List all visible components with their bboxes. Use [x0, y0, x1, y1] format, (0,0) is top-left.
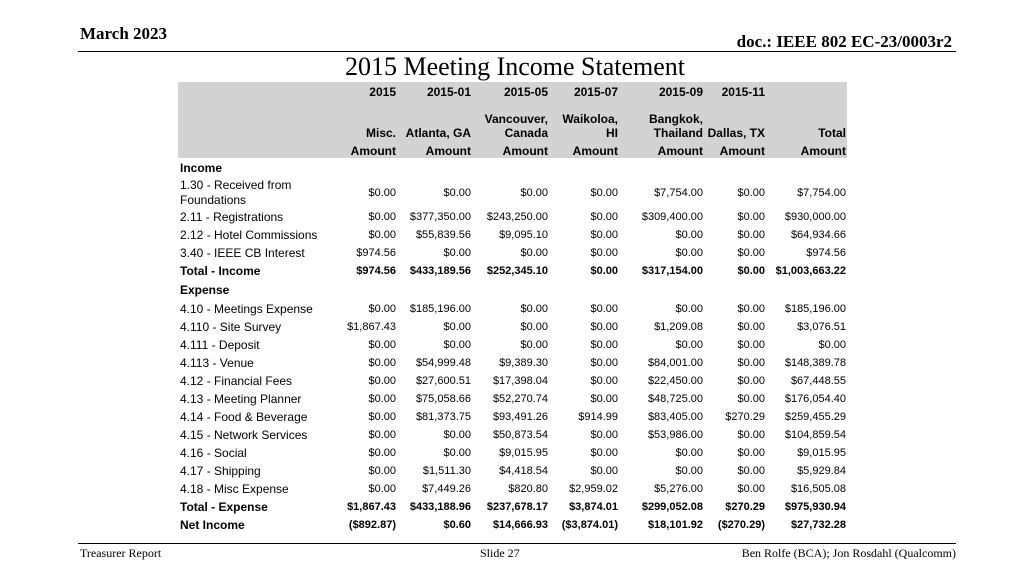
amount-cell: $0.00	[675, 447, 703, 459]
amount-cell: $5,276.00	[654, 483, 703, 495]
amount-cell: $0.00	[520, 187, 548, 199]
amount-cell: $0.00	[675, 303, 703, 315]
header-corner	[178, 140, 338, 158]
amount-cell: $81,373.75	[415, 411, 471, 423]
slide-title: 2015 Meeting Income Statement	[344, 52, 686, 81]
amount-cell: $22,450.00	[647, 375, 703, 387]
amount-cell: $0.00	[675, 339, 703, 351]
amount-cell: $0.00	[443, 321, 471, 333]
section-expense	[178, 280, 847, 300]
section-label: Expense	[180, 283, 230, 297]
amount-cell: $0.00	[368, 187, 396, 199]
amount-cell: $0.00	[737, 429, 765, 441]
row-label: 4.10 - Meetings Expense	[180, 302, 313, 316]
amount-cell: $0.00	[520, 339, 548, 351]
amount-cell: $0.00	[443, 447, 471, 459]
amount-cell: $0.00	[368, 465, 396, 477]
column-location: Dallas, TX	[707, 126, 765, 140]
table-row	[178, 408, 847, 426]
header-doc-id: doc.: IEEE 802 EC-23/0003r2	[736, 32, 952, 51]
footer-left: Treasurer Report	[80, 546, 162, 560]
table-row	[178, 372, 847, 390]
amount-cell: $1,867.43	[347, 321, 396, 333]
total-cell: $0.60	[443, 519, 471, 531]
amount-cell: $0.00	[368, 303, 396, 315]
amount-cell: $27,600.51	[415, 375, 471, 387]
column-location: Bangkok, Thailand	[648, 112, 703, 140]
header-row-year	[178, 82, 847, 102]
amount-cell: $7,754.00	[797, 187, 846, 199]
total-cell: $433,188.96	[409, 501, 471, 513]
total-cell: $0.00	[590, 265, 618, 277]
amount-cell: $974.56	[356, 247, 396, 259]
empty-cell	[472, 158, 549, 178]
amount-cell: $9,015.95	[499, 447, 548, 459]
income-statement-table	[178, 82, 847, 534]
empty-cell	[766, 280, 847, 300]
amount-cell: $0.00	[368, 429, 396, 441]
row-label: 4.17 - Shipping	[180, 464, 261, 478]
amount-cell: $974.56	[806, 247, 846, 259]
amount-cell: $1,511.30	[422, 465, 471, 477]
column-amount-label: Amount	[350, 144, 396, 158]
total-cell: $974.56	[356, 265, 396, 277]
column-year: 2015-01	[426, 85, 471, 99]
empty-cell	[338, 158, 397, 178]
amount-cell: $270.29	[725, 411, 765, 423]
amount-cell: $0.00	[675, 465, 703, 477]
header-row-amount	[178, 140, 847, 158]
amount-cell: $9,389.30	[499, 357, 548, 369]
row-label: 3.40 - IEEE CB Interest	[180, 246, 305, 260]
table-row	[178, 336, 847, 354]
row-label: 4.110 - Site Survey	[180, 320, 282, 334]
header-corner	[178, 82, 338, 102]
amount-cell: $7,754.00	[654, 187, 703, 199]
amount-cell: $0.00	[737, 375, 765, 387]
amount-cell: $0.00	[590, 375, 618, 387]
amount-cell: $914.99	[578, 411, 618, 423]
total-cell: $975,930.94	[784, 501, 846, 513]
amount-cell: $0.00	[590, 393, 618, 405]
amount-cell: $0.00	[520, 303, 548, 315]
empty-cell	[766, 158, 847, 178]
amount-cell: $0.00	[737, 393, 765, 405]
amount-cell: $75,058.66	[415, 393, 471, 405]
section-income	[178, 158, 847, 178]
total-cell: $0.00	[737, 265, 765, 277]
amount-cell: $0.00	[443, 429, 471, 441]
empty-cell	[704, 280, 766, 300]
amount-cell: $185,196.00	[409, 303, 471, 315]
total-cell: $1,003,663.22	[775, 265, 846, 277]
amount-cell: $0.00	[590, 429, 618, 441]
total-cell: ($270.29)	[717, 519, 765, 531]
amount-cell: $309,400.00	[641, 211, 703, 223]
column-location: Misc.	[365, 126, 396, 140]
column-location: Total	[818, 126, 846, 140]
amount-cell: $0.00	[368, 411, 396, 423]
amount-cell: $0.00	[737, 303, 765, 315]
table-row	[178, 390, 847, 408]
empty-cell	[472, 280, 549, 300]
column-year: 2015-09	[658, 85, 703, 99]
amount-cell: $0.00	[675, 229, 703, 241]
table-row	[178, 244, 847, 262]
amount-cell: $0.00	[737, 465, 765, 477]
row-label: 4.13 - Meeting Planner	[180, 392, 302, 406]
amount-cell: $0.00	[737, 211, 765, 223]
table-row	[178, 444, 847, 462]
amount-cell: $0.00	[737, 447, 765, 459]
amount-cell: $0.00	[590, 357, 618, 369]
table-row	[178, 300, 847, 318]
total-cell: ($3,874.01)	[561, 519, 618, 531]
footer-slide-number: Slide 27	[480, 546, 520, 560]
total-cell: $252,345.10	[486, 265, 548, 277]
column-year: 2015-11	[721, 85, 765, 99]
row-label: 4.18 - Misc Expense	[180, 482, 289, 496]
amount-cell: $0.00	[737, 229, 765, 241]
amount-cell: $185,196.00	[784, 303, 846, 315]
amount-cell: $53,986.00	[647, 429, 703, 441]
row-label: Total - Expense	[180, 500, 268, 514]
table-row	[178, 208, 847, 226]
amount-cell: $104,859.54	[784, 429, 846, 441]
total-cell: $433,189.56	[409, 265, 471, 277]
amount-cell: $84,001.00	[647, 357, 703, 369]
amount-cell: $0.00	[818, 339, 846, 351]
table-row	[178, 178, 847, 208]
amount-cell: $0.00	[675, 247, 703, 259]
amount-cell: $17,398.04	[492, 375, 548, 387]
column-year: 2015-05	[503, 85, 548, 99]
amount-cell: $0.00	[368, 393, 396, 405]
row-label: 4.111 - Deposit	[180, 338, 260, 352]
amount-cell: $0.00	[737, 187, 765, 199]
amount-cell: $0.00	[590, 339, 618, 351]
amount-cell: $377,350.00	[409, 211, 471, 223]
amount-cell: $930,000.00	[784, 211, 846, 223]
total-expense-row	[178, 498, 847, 516]
table-row	[178, 480, 847, 498]
column-location: Atlanta, GA	[405, 126, 471, 140]
column-amount-label: Amount	[800, 144, 846, 158]
amount-cell: $0.00	[368, 447, 396, 459]
total-income-row	[178, 262, 847, 280]
amount-cell: $0.00	[590, 465, 618, 477]
column-amount-label: Amount	[502, 144, 548, 158]
amount-cell: $259,455.29	[784, 411, 846, 423]
row-label: 1.30 - Received from Foundations	[180, 178, 292, 207]
column-year: 2015	[369, 85, 396, 99]
amount-cell: $2,959.02	[569, 483, 618, 495]
amount-cell: $16,505.08	[790, 483, 846, 495]
amount-cell: $0.00	[368, 357, 396, 369]
amount-cell: $93,491.26	[492, 411, 548, 423]
row-label: 4.12 - Financial Fees	[180, 374, 293, 388]
total-cell: $317,154.00	[641, 265, 703, 277]
amount-cell: $0.00	[590, 303, 618, 315]
row-label: 4.14 - Food & Beverage	[180, 410, 308, 424]
amount-cell: $0.00	[590, 247, 618, 259]
amount-cell: $0.00	[368, 229, 396, 241]
amount-cell: $0.00	[737, 247, 765, 259]
amount-cell: $50,873.54	[492, 429, 548, 441]
total-cell: $1,867.43	[347, 501, 396, 513]
total-cell: ($892.87)	[348, 519, 396, 531]
table-row	[178, 318, 847, 336]
amount-cell: $0.00	[520, 247, 548, 259]
amount-cell: $0.00	[590, 187, 618, 199]
total-cell: $270.29	[725, 501, 765, 513]
net-income-row	[178, 516, 847, 534]
empty-cell	[549, 158, 619, 178]
empty-cell	[397, 158, 472, 178]
amount-cell: $0.00	[590, 229, 618, 241]
amount-cell: $0.00	[368, 375, 396, 387]
amount-cell: $48,725.00	[647, 393, 703, 405]
header-date: March 2023	[80, 24, 168, 43]
empty-cell	[549, 280, 619, 300]
amount-cell: $243,250.00	[486, 211, 548, 223]
amount-cell: $7,449.26	[422, 483, 471, 495]
amount-cell: $83,405.00	[647, 411, 703, 423]
amount-cell: $0.00	[737, 357, 765, 369]
amount-cell: $3,076.51	[797, 321, 846, 333]
amount-cell: $0.00	[590, 321, 618, 333]
row-label: Total - Income	[180, 264, 261, 278]
header-corner	[178, 102, 338, 140]
amount-cell: $148,389.78	[784, 357, 846, 369]
total-cell: $3,874.01	[569, 501, 618, 513]
empty-cell	[619, 158, 704, 178]
footer-authors: Ben Rolfe (BCA); Jon Rosdahl (Qualcomm)	[741, 546, 956, 560]
empty-cell	[619, 280, 704, 300]
amount-cell: $176,054.40	[784, 393, 846, 405]
row-label: 4.15 - Network Services	[180, 428, 308, 442]
table-row	[178, 426, 847, 444]
row-label: Net Income	[180, 518, 245, 532]
column-amount-label: Amount	[572, 144, 618, 158]
amount-cell: $0.00	[590, 211, 618, 223]
row-label: 2.12 - Hotel Commissions	[180, 228, 318, 242]
column-amount-label: Amount	[719, 144, 765, 158]
section-label: Income	[180, 161, 223, 175]
amount-cell: $0.00	[737, 339, 765, 351]
amount-cell: $0.00	[590, 447, 618, 459]
header-row-location	[178, 102, 847, 140]
row-label: 4.113 - Venue	[180, 356, 254, 370]
amount-cell: $54,999.48	[415, 357, 471, 369]
total-cell: $237,678.17	[486, 501, 548, 513]
amount-cell: $0.00	[520, 321, 548, 333]
column-location: Vancouver, Canada	[484, 112, 548, 140]
column-location: Waikoloa, HI	[562, 112, 618, 140]
amount-cell: $1,209.08	[654, 321, 703, 333]
column-amount-label: Amount	[425, 144, 471, 158]
amount-cell: $0.00	[737, 483, 765, 495]
row-label: 2.11 - Registrations	[180, 210, 284, 224]
column-year	[766, 82, 847, 102]
amount-cell: $52,270.74	[492, 393, 548, 405]
empty-cell	[704, 158, 766, 178]
amount-cell: $0.00	[368, 211, 396, 223]
amount-cell: $820.80	[508, 483, 548, 495]
table-row	[178, 226, 847, 244]
total-cell: $299,052.08	[641, 501, 703, 513]
row-label: 4.16 - Social	[180, 446, 247, 460]
amount-cell: $5,929.84	[797, 465, 846, 477]
amount-cell: $64,934.66	[790, 229, 846, 241]
amount-cell: $9,015.95	[797, 447, 846, 459]
column-year: 2015-07	[573, 85, 618, 99]
amount-cell: $0.00	[368, 483, 396, 495]
empty-cell	[338, 280, 397, 300]
amount-cell: $55,839.56	[415, 229, 471, 241]
total-cell: $27,732.28	[790, 519, 846, 531]
amount-cell: $9,095.10	[499, 229, 548, 241]
table-row	[178, 354, 847, 372]
amount-cell: $0.00	[737, 321, 765, 333]
total-cell: $14,666.93	[492, 519, 548, 531]
footer-divider	[78, 543, 956, 544]
amount-cell: $0.00	[443, 187, 471, 199]
total-cell: $18,101.92	[647, 519, 703, 531]
amount-cell: $4,418.54	[499, 465, 548, 477]
amount-cell: $0.00	[443, 247, 471, 259]
amount-cell: $0.00	[443, 339, 471, 351]
column-amount-label: Amount	[657, 144, 703, 158]
amount-cell: $67,448.55	[790, 375, 846, 387]
amount-cell: $0.00	[368, 339, 396, 351]
table-row	[178, 462, 847, 480]
empty-cell	[397, 280, 472, 300]
